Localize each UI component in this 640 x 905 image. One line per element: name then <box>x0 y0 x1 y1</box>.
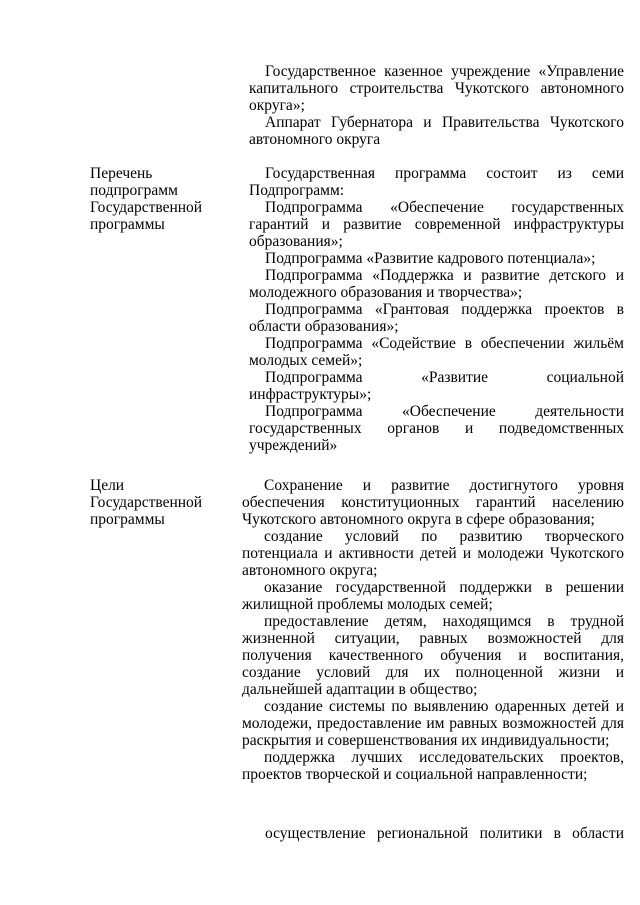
subprograms-label <box>90 165 230 233</box>
goal-paragraph: создание условий по развитию творческого потенциала и активности детей и молодежи Чукотского автономного округа; <box>242 528 624 579</box>
label-line: Государственной <box>90 494 203 511</box>
subprogram-paragraph: Подпрограмма «Обеспечение государственных гарантий и развитие современной инфраструктуры образования»; <box>249 199 624 250</box>
subprogram-paragraph: Подпрограмма «Развитие кадрового потенциала»; <box>265 250 596 267</box>
tail-block <box>249 825 624 842</box>
subprogram-paragraph: Подпрограмма «Содействие в обеспечении жильём молодых семей»; <box>249 335 624 369</box>
subprogram-paragraph: Подпрограмма «Обеспечение деятельности государственных органов и подведомственных учреждений» <box>249 403 624 454</box>
subprogram-paragraph: Подпрограмма «Грантовая поддержка проектов в области образования»; <box>249 301 624 335</box>
intro-paragraph: Аппарат Губернатора и Правительства Чукотского автономного округа <box>249 114 624 148</box>
label-line: Цели <box>90 477 125 494</box>
label-line: Государственной <box>90 199 203 216</box>
label-line: программы <box>90 216 165 233</box>
subprogram-paragraph: Подпрограмма «Развитие социальной инфраструктуры»; <box>249 369 624 403</box>
subprogram-paragraph: Подпрограмма «Поддержка и развитие детского и молодежного образования и творчества»; <box>249 267 624 301</box>
goal-paragraph: поддержка лучших исследовательских проектов, проектов творческой и социальной направленности; <box>242 749 624 783</box>
goals-label <box>90 477 230 528</box>
goal-paragraph: оказание государственной поддержки в решении жилищной проблемы молодых семей; <box>242 579 624 613</box>
intro-paragraph: Государственное казенное учреждение «Управление капитального строительства Чукотского автономного округа»; <box>249 63 624 114</box>
label-line: подпрограмм <box>90 182 178 199</box>
goal-paragraph: предоставление детям, находящимся в трудной жизненной ситуации, равных возможностей для получения качественного обучения и воспитания, создание условий для их полноценной жизни и дальнейшей адаптации в общество; <box>242 613 624 698</box>
intro-block <box>249 63 624 148</box>
label-line: программы <box>90 511 165 528</box>
goal-paragraph: создание системы по выявлению одаренных детей и молодежи, предоставление им равных возможностей для раскрытия и совершенствования их индивидуальности; <box>242 698 624 749</box>
subprograms-content <box>249 165 624 454</box>
goal-paragraph: Сохранение и развитие достигнутого уровня обеспечения конституционных гарантий населению Чукотского автономного округа в сфере образования; <box>242 477 624 528</box>
subprogram-paragraph: Государственная программа состоит из семи Подпрограмм: <box>249 165 624 199</box>
label-line: Перечень <box>90 165 153 182</box>
tail-paragraph: осуществление региональной политики в области <box>265 825 624 842</box>
goals-content <box>242 477 624 783</box>
